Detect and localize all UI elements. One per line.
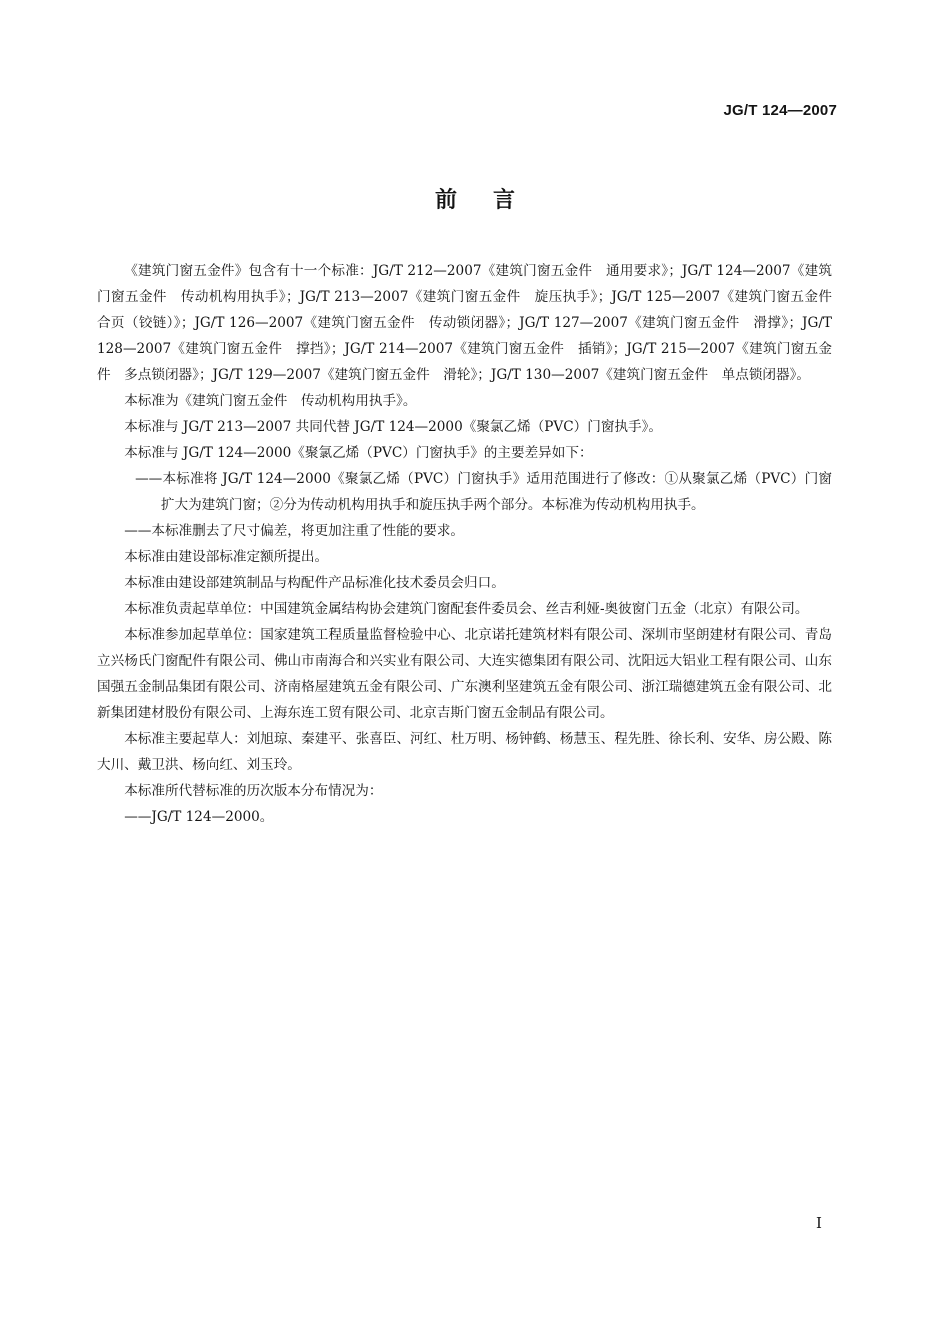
document-body <box>97 258 846 830</box>
paragraph-standards-list: 《建筑门窗五金件》包含有十一个标准：JG/T 212—2007《建筑门窗五金件 通用要求》；JG/T 124—2007《建筑门窗五金件 传动机构用执手》；JG/T 213—2007《建筑门窗五金件 旋压执手》；JG/T 125—2007《建筑门窗五金件 合页（铰链）》；JG/T 126—2007《建筑门窗五金件 传动锁闭器》；JG/T 127—2007《建筑门窗五金件 滑撑》；JG/T 128—2007《建筑门窗五金件 撑挡》；JG/T 214—2007《建筑门窗五金件 插销》；JG/T 215—2007《建筑门窗五金件 多点锁闭器》；JG/T 129—2007《建筑门窗五金件 滑轮》；JG/T 130—2007《建筑门窗五金件 单点锁闭器》。 <box>97 263 846 383</box>
paragraph-proposed-by: 本标准由建设部标准定额所提出。 <box>124 549 329 565</box>
paragraph-differences-intro: 本标准与 JG/T 124—2000《聚氯乙烯（PVC）门窗执手》的主要差异如下： <box>124 445 593 461</box>
paragraph-centralized-by: 本标准由建设部建筑制品与构配件产品标准化技术委员会归口。 <box>124 575 505 591</box>
paragraph-replaces: 本标准与 JG/T 213—2007 共同代替 JG/T 124—2000《聚氯乙烯（PVC）门窗执手》。 <box>124 419 663 435</box>
paragraph-lead-drafter: 本标准负责起草单位：中国建筑金属结构协会建筑门窗配套件委员会、丝吉利娅-奥彼窗门五金（北京）有限公司。 <box>124 601 809 617</box>
page-number: I <box>816 1214 822 1232</box>
list-item-history-version: ——JG/T 124—2000。 <box>124 809 274 825</box>
page-title: 前言 <box>434 188 551 213</box>
paragraph-participating-drafters: 本标准参加起草单位：国家建筑工程质量监督检验中心、北京诺托建筑材料有限公司、深圳市坚朗建材有限公司、青岛立兴杨氏门窗配件有限公司、佛山市南海合和兴实业有限公司、大连实德集团有限公司、沈阳远大铝业工程有限公司、山东国强五金制品集团有限公司、济南格屋建筑五金有限公司、广东澳利坚建筑五金有限公司、浙江瑞德建筑五金有限公司、北新集团建材股份有限公司、上海东连工贸有限公司、北京吉斯门窗五金制品有限公司。 <box>97 627 832 721</box>
list-item-difference-1: ——本标准将 JG/T 124—2000《聚氯乙烯（PVC）门窗执手》适用范围进行了修改：①从聚氯乙烯（PVC）门窗扩大为建筑门窗；②分为传动机构用执手和旋压执手两个部分。本标准为传动机构用执手。 <box>135 471 832 513</box>
paragraph-history-intro: 本标准所代替标准的历次版本分布情况为： <box>124 783 383 799</box>
standard-code: JG/T 124—2007 <box>723 102 837 119</box>
paragraph-scope: 本标准为《建筑门窗五金件 传动机构用执手》。 <box>124 393 417 409</box>
list-item-difference-2: ——本标准删去了尺寸偏差，将更加注重了性能的要求。 <box>124 523 465 539</box>
paragraph-main-drafters: 本标准主要起草人：刘旭琼、秦建平、张喜臣、河红、杜万明、杨钟鹤、杨慧玉、程先胜、徐长利、安华、房公殿、陈大川、戴卫洪、杨向红、刘玉玲。 <box>97 731 832 773</box>
